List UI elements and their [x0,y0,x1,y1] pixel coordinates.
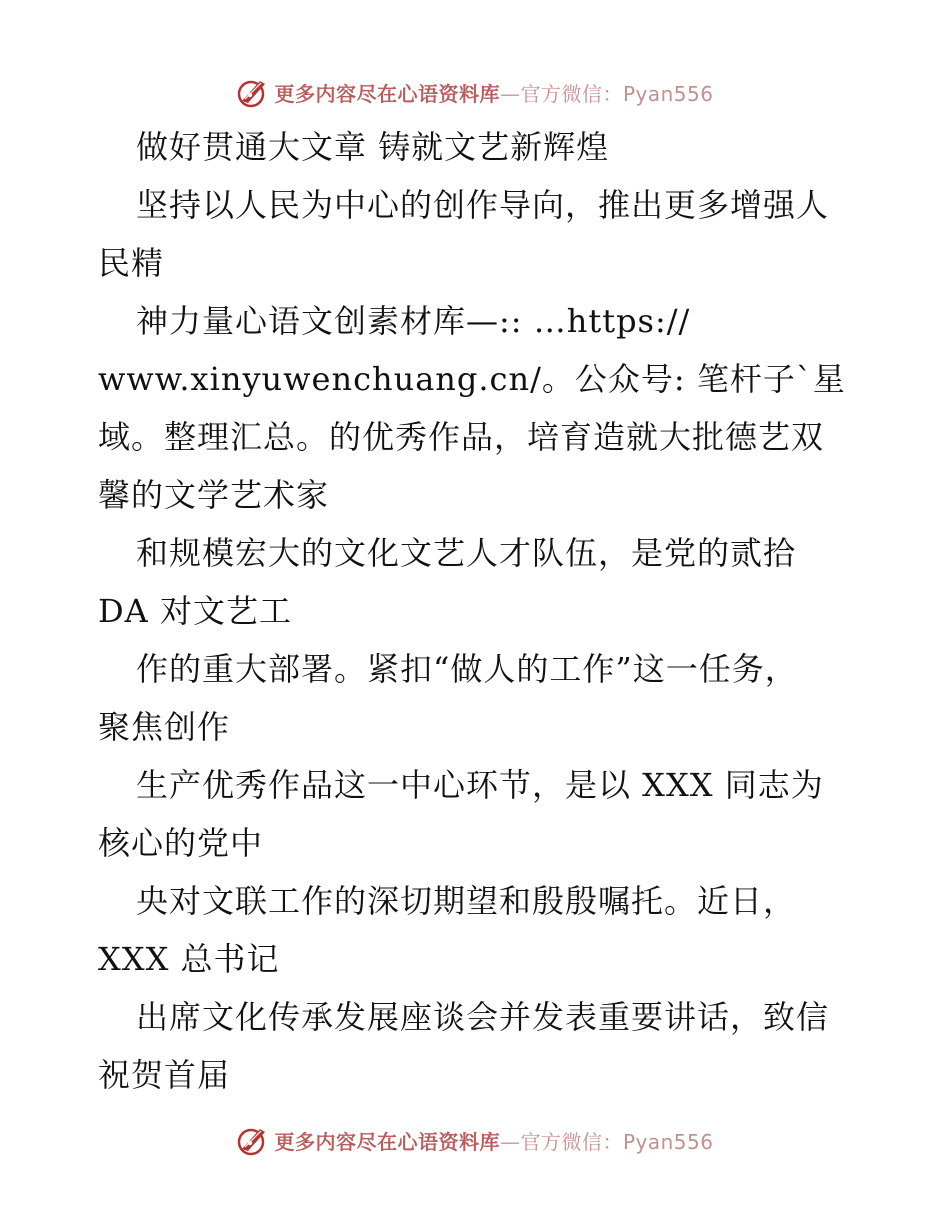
doc-line: 民精 [98,244,165,282]
doc-line: www.xinyuwenchuang.cn/。公众号: 笔杆子`星 [98,360,846,398]
doc-line: 坚持以人民为中心的创作导向，推出更多增强人 [136,186,830,224]
footer-watermark-separator: — [499,1129,521,1154]
doc-line: XXX 总书记 [98,940,280,978]
header-watermark-wechat: 官方微信：Pyan556 [520,81,714,106]
doc-line: 祝贺首届 [98,1056,231,1094]
header-watermark-main: 更多内容尽在心语资料库 [274,81,500,106]
footer-watermark-main: 更多内容尽在心语资料库 [274,1129,500,1154]
doc-line: 生产优秀作品这一中心环节，是以 XXX 同志为 [136,766,824,804]
doc-line: 作的重大部署。紧扣“做人的工作”这一任务， [136,650,798,688]
doc-title-line: 做好贯通大文章 铸就文艺新辉煌 [136,128,610,166]
header-watermark-separator: — [499,81,521,106]
doc-line: 聚焦创作 [98,708,231,746]
doc-line: 神力量心语文创素材库—:: …https:// [136,302,691,340]
doc-line: 和规模宏大的文化文艺人才队伍，是党的贰拾 [136,534,797,572]
footer-watermark-text [274,1126,713,1155]
header-watermark-text [274,78,713,107]
doc-line: 域。整理汇总。的优秀作品，培育造就大批德艺双 [98,418,825,456]
footer-watermark-wechat: 官方微信：Pyan556 [520,1129,714,1154]
header-watermark-banner [0,72,950,112]
doc-line: 馨的文学艺术家 [98,476,330,514]
doc-line: 出席文化传承发展座谈会并发表重要讲话，致信 [136,998,830,1036]
doc-line: DA 对文艺工 [98,592,292,630]
document-body [98,118,858,1104]
footer-watermark-banner [0,1120,950,1160]
quill-pen-logo-icon [236,1123,270,1157]
quill-pen-logo-icon [236,75,270,109]
doc-line: 央对文联工作的深切期望和殷殷嘱托。近日， [136,882,797,920]
doc-line: 核心的党中 [98,824,264,862]
